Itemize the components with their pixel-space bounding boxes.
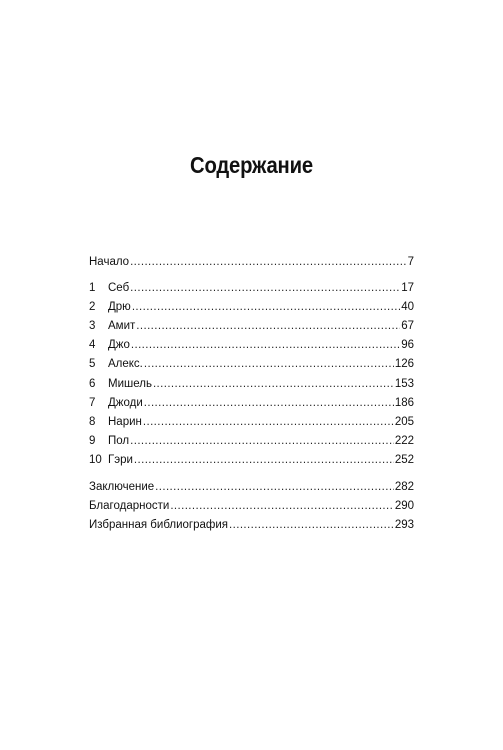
table-of-contents [89,253,414,535]
toc-entry-label: Джо [108,339,130,352]
toc-page-number: 7 [407,256,414,268]
dot-leader [144,355,394,374]
chapter-number: 10 [89,453,102,466]
toc-entry-chapter [89,394,414,413]
toc-entry-label: Себ [108,282,130,295]
toc-entry-label: Гэри [108,453,133,466]
spacer [89,470,414,478]
toc-entry-back-matter [89,497,414,516]
chapter-number: 2 [89,301,96,314]
toc-entry-chapter [89,355,414,374]
toc-page-number: 67 [401,320,414,333]
dot-leader [144,394,394,413]
toc-entry-label: Амит [108,320,136,333]
toc-page-number: 17 [401,282,414,295]
toc-entry-label: Нарин [108,415,142,428]
toc-entry-chapter [89,375,414,394]
toc-entry-chapter [89,279,414,298]
toc-entry-back-matter [89,516,414,535]
page-title: Содержание [190,152,313,178]
chapter-number: 7 [89,396,96,409]
toc-entry-label: Начало [89,256,130,268]
toc-entry-label: Заключение [89,481,155,494]
chapter-number: 6 [89,377,96,390]
dot-leader [130,253,407,272]
toc-page-number: 290 [394,500,414,513]
dot-leader [155,478,394,497]
toc-page-number: 126 [394,358,414,371]
toc-page-number: 252 [394,453,414,466]
dot-leader [136,317,400,336]
toc-page-number: 205 [394,415,414,428]
toc-entry-chapter [89,298,414,317]
spacer [89,272,414,279]
toc-entry-chapter [89,336,414,355]
dot-leader [132,298,400,317]
toc-entry-label: Избранная библиография [89,519,229,532]
toc-entry-label: Благодарности [89,500,170,513]
dot-leader [130,279,400,298]
dot-leader [143,413,394,432]
dot-leader [134,451,394,470]
toc-entry-chapter [89,413,414,432]
toc-entry-chapter [89,451,414,470]
chapter-number: 9 [89,434,96,447]
toc-page-number: 40 [401,301,414,314]
toc-entry-chapter [89,432,414,451]
toc-entry-chapter [89,317,414,336]
toc-entry-intro [89,253,414,272]
dot-leader [170,497,394,516]
chapter-number: 4 [89,339,96,352]
dot-leader [153,375,394,394]
toc-entry-label: Джоди [108,396,143,409]
chapter-number: 1 [89,282,96,295]
dot-leader [130,432,394,451]
chapter-number: 3 [89,320,96,333]
dot-leader [229,516,394,535]
chapter-number: 8 [89,415,96,428]
toc-page-number: 153 [394,377,414,390]
dot-leader [131,336,400,355]
toc-entry-label: Дрю [108,301,131,314]
toc-entry-label: Пол [108,434,130,447]
toc-page-number: 186 [394,396,414,409]
toc-entry-back-matter [89,478,414,497]
toc-page-number: 282 [394,481,414,494]
chapter-number: 5 [89,358,96,371]
toc-entry-label: Мишель [108,377,152,390]
toc-entry-label: Алекс. [108,358,143,371]
toc-page-number: 293 [394,519,414,532]
toc-page-number: 96 [401,339,414,352]
toc-page-number: 222 [394,434,414,447]
